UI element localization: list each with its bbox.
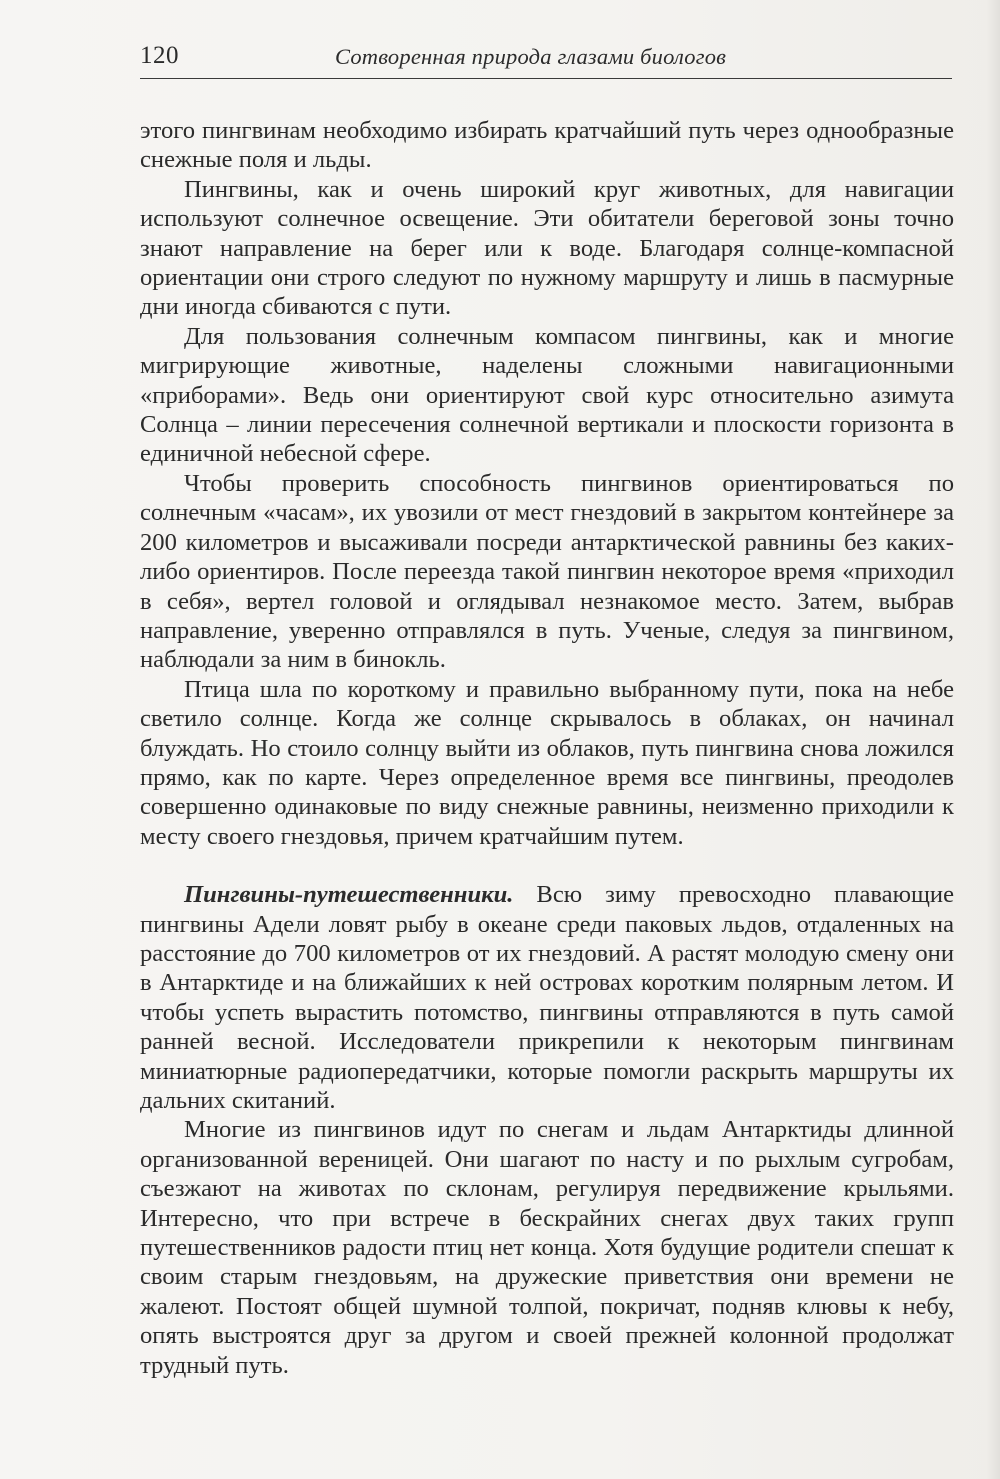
paragraph-3: Для пользования солнечным компасом пингвины, как и многие мигрирующие животные, наделены сложными навигационными «приборами». Ведь они ориентируют свой курс относительно азимута Солнца – линии пересечения солнечной вертикали и плоскости горизонта в единичной небесной сфере. — [140, 322, 954, 468]
paragraph-6-text: Всю зиму превосходно плавающие пингвины Адели ловят рыбу в океане среди паковых льдов, отдаленных на расстояние до 700 километров от их гнездовий. А растят молодую смену они в Антарктиде и на ближайших к ней островах коротким полярным летом. И чтобы успеть вырастить потомство, пингвины отправляются в путь самой ранней весной. Исследователи прикрепили к некоторым пингвинам миниатюрные радиопередатчики, которые помогли раскрыть маршруты их дальних скитаний. — [140, 881, 954, 1114]
body-text — [140, 116, 954, 1380]
page-number: 120 — [140, 42, 179, 69]
section-title: Пингвины-путешественники. — [184, 881, 514, 909]
paragraph-7: Многие из пингвинов идут по снегам и льдам Антарктиды длинной организованной вереницей. Они шагают по насту и по рыхлым сугробам, съезжают на животах по склонам, регулируя передвижение крыльями. Интересно, что при встрече в бескрайних снегах двух таких групп путешественников радости птиц нет конца. Хотя будущие родители спешат к своим старым гнездовьям, на дружеские приветствия они времени не жалеют. Постоят общей шумной толпой, покричат, подняв клювы к небу, опять выстроятся друг за другом и своей прежней колонной продолжат трудный путь. — [140, 1116, 954, 1379]
paragraph-4: Чтобы проверить способность пингвинов ориентироваться по солнечным «часам», их увозили от мест гнездовий в закрытом контейнере за 200 километров и высаживали посреди антарктической равнины без каких-либо ориентиров. После переезда такой пингвин некоторое время «приходил в себя», вертел головой и оглядывал незнакомое место. Затем, выбрав направление, уверенно отправлялся в путь. Ученые, следуя за пингвином, наблюдали за ним в бинокль. — [140, 469, 954, 674]
paragraph-2: Пингвины, как и очень широкий круг животных, для навигации используют солнечное освещение. Эти обитатели береговой зоны точно знают направление на берег или к воде. Благодаря солнце-компасной ориентации они строго следуют по нужному маршруту и лишь в пасмурные дни иногда сбиваются с пути. — [140, 175, 954, 321]
paragraph-1: этого пингвинам необходимо избирать кратчайший путь через однообразные снежные поля и льды. — [140, 117, 954, 174]
paragraph-6 — [140, 880, 954, 1115]
paragraph-5: Птица шла по короткому и правильно выбранному пути, пока на небе светило солнце. Когда же солнце скрывалось в облаках, он начинал блуждать. Но стоило солнцу выйти из облаков, путь пингвина снова ложился прямо, как по карте. Через определенное время все пингвины, преодолев совершенно одинаковые по виду снежные равнины, неизменно приходили к месту своего гнездовья, причем кратчайшим путем. — [140, 675, 954, 850]
running-title: Сотворенная природа глазами биологов — [335, 44, 727, 69]
running-head — [140, 38, 952, 79]
page-edge-shadow — [986, 0, 1000, 1479]
